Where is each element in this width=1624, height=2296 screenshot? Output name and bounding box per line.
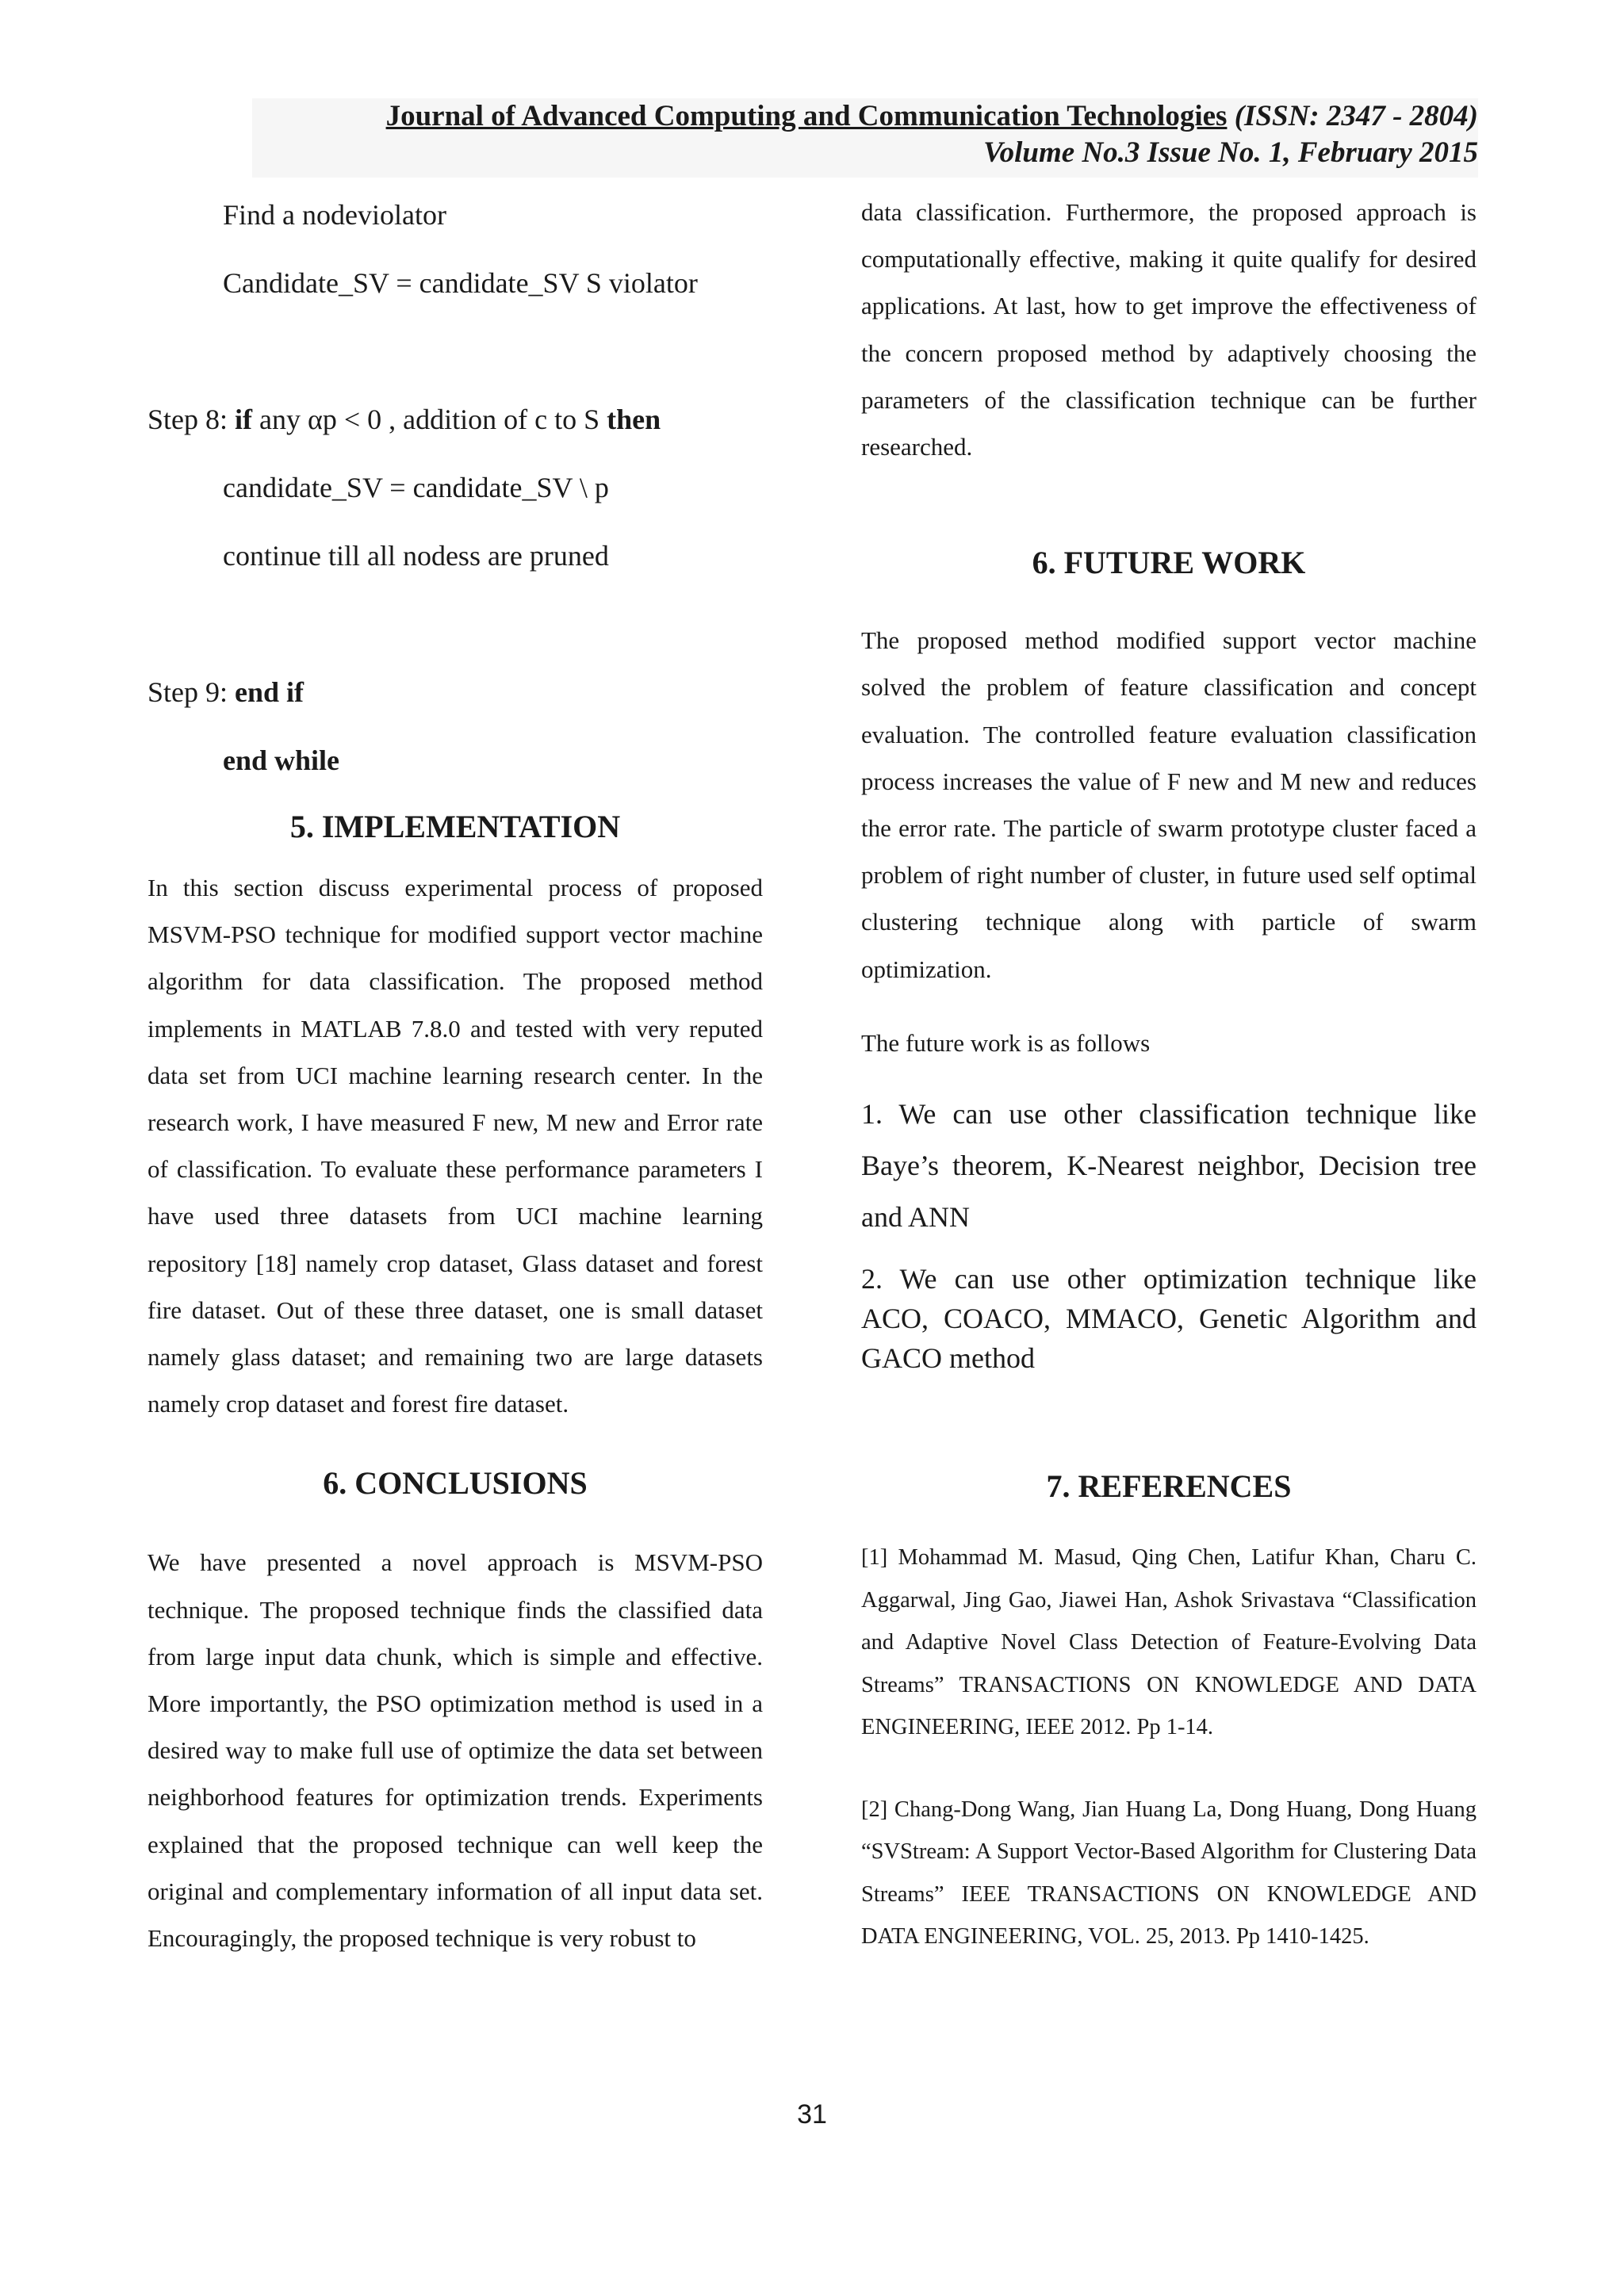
page-number: 31 xyxy=(797,2099,827,2130)
conclusions-continuation: data classification. Furthermore, the proposed approach is computationally effective, making it quite qualify for desired applications. At last, how to get improve the effectiveness of the concern proposed method by adaptively choosing the parameters of the classification technique can be further researched. xyxy=(861,198,1477,461)
keyword-if: if xyxy=(235,404,253,435)
algo-end-while: end while xyxy=(223,744,340,776)
reference-1: [1] Mohammad M. Masud, Qing Chen, Latifur Khan, Charu C. Aggarwal, Jing Gao, Jiawei Han, Ashok Srivastava “Classification and Adaptive Novel Class Detection of Feature-Evolving Data Streams” TRANSACTIONS ON KNOWLEDGE AND DATA ENGINEERING, IEEE 2012. Pp 1-14. xyxy=(861,1545,1477,1740)
conclusions-paragraph: We have presented a novel approach is MSVM-PSO technique. The proposed technique finds the classified data from large input data chunk, which is simple and effective. More importantly, the PSO optimization method is used in a desired way to make full use of optimize the data set between neighborhood features for optimization trends. Experiments explained that the proposed technique can well keep the original and complementary information of all input data set. Encouragingly, the proposed technique is very robust to xyxy=(147,1548,763,1953)
algo-step-8: Step 8: if any αp < 0 , addition of c to S then xyxy=(147,404,661,435)
keyword-then: then xyxy=(607,404,661,435)
reference-2: [2] Chang-Dong Wang, Jian Huang La, Dong Huang, Dong Huang “SVStream: A Support Vector-Based Algorithm for Clustering Data Streams” IEEE TRANSACTIONS ON KNOWLEDGE AND DATA ENGINEERING, VOL. 25, 2013. Pp 1410-1425. xyxy=(861,1797,1477,1950)
left-column xyxy=(147,190,763,1961)
future-item-2: 2. We can use other optimization technique like ACO, COACO, MMACO, Genetic Algorithm and GACO method xyxy=(861,1263,1477,1375)
algo-continue-pruned: continue till all nodess are pruned xyxy=(223,540,609,572)
running-header xyxy=(252,98,1478,178)
algo-step-9: Step 9: end if xyxy=(147,676,304,708)
future-work-paragraph: The proposed method modified support vector machine solved the problem of feature classification and concept evaluation. The controlled feature evaluation classification process increases the value of F new and M new and reduces the error rate. The particle of swarm prototype cluster faced a problem of right number of cluster, in future used self optimal clustering technique along with particle of swarm optimization. xyxy=(861,626,1477,983)
implementation-paragraph: In this section discuss experimental process of proposed MSVM-PSO technique for modified support vector machine algorithm for data classification. The proposed method implements in MATLAB 7.8.0 and tested with very reputed data set from UCI machine learning research center. In the research work, I have measured F new, M new and Error rate of classification. To evaluate these performance parameters I have used three datasets from UCI machine learning repository [18] namely crop dataset, Glass dataset and forest fire dataset. Out of these three dataset, one is small dataset namely glass dataset; and remaining two are large datasets namely crop dataset and forest fire dataset. xyxy=(147,874,763,1418)
header-volume: Volume No.3 Issue No. 1, February 2015 xyxy=(983,136,1478,169)
right-column xyxy=(861,190,1477,1958)
header-journal-line xyxy=(386,98,1478,135)
heading-references: 7. REFERENCES xyxy=(1046,1468,1292,1505)
heading-future-work: 6. FUTURE WORK xyxy=(1032,545,1306,581)
future-work-intro: The future work is as follows xyxy=(861,1028,1151,1057)
heading-implementation: 5. IMPLEMENTATION xyxy=(289,809,621,844)
heading-conclusions: 6. CONCLUSIONS xyxy=(323,1465,588,1502)
journal-name: Journal of Advanced Computing and Communication Technologies xyxy=(385,100,1228,132)
issn: (ISSN: 2347 - 2804) xyxy=(1234,100,1478,132)
future-item-1: 1. We can use other classification technique like Baye’s theorem, K-Nearest neighbor, Decision tree and ANN xyxy=(861,1098,1477,1234)
keyword-end-if: end if xyxy=(235,676,304,708)
algo-candidate-sv-remove: candidate_SV = candidate_SV \ p xyxy=(223,472,609,503)
algo-candidate-sv-update: Candidate_SV = candidate_SV S violator xyxy=(223,267,698,299)
algo-find-violator: Find a nodeviolator xyxy=(223,199,446,231)
